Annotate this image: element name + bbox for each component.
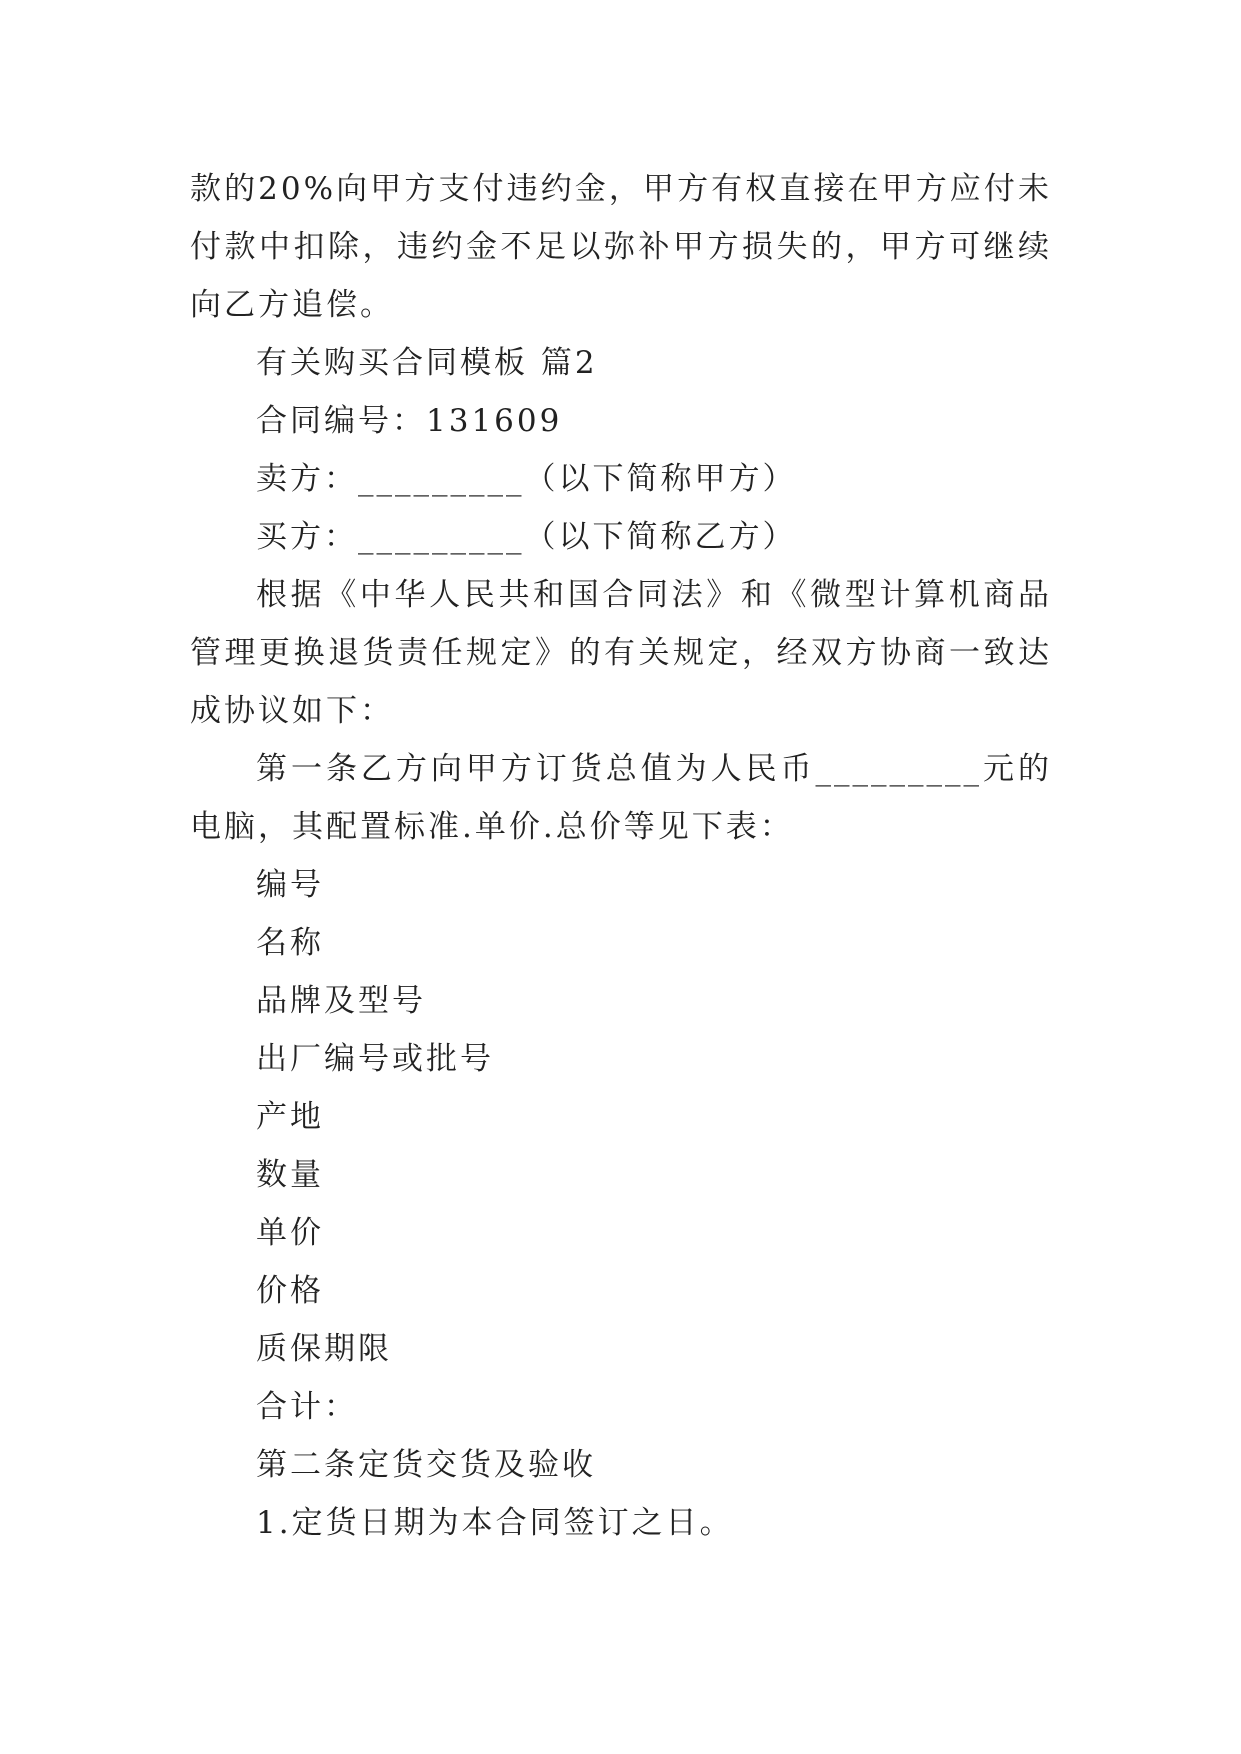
table-header-item: 价格 [256, 1273, 324, 1309]
item-one: 1.定货日期为本合同签订之日。 [256, 1505, 734, 1541]
continuation-paragraph: 款的20%向甲方支付违约金，甲方有权直接在甲方应付未付款中扣除，违约金不足以弥补甲方损失的，甲方可继续向乙方追偿。 [190, 171, 1052, 323]
basis-paragraph: 根据《中华人民共和国合同法》和《微型计算机商品管理更换退货责任规定》的有关规定，经双方协商一致达成协议如下： [190, 577, 1052, 729]
table-header-item: 产地 [256, 1099, 324, 1135]
table-header-item: 数量 [256, 1157, 324, 1193]
table-header-item: 编号 [256, 867, 324, 903]
article-two: 第二条定货交货及验收 [256, 1447, 596, 1483]
total-label: 合计： [256, 1389, 358, 1425]
table-header-item: 质保期限 [256, 1331, 392, 1367]
table-header-item: 品牌及型号 [256, 983, 426, 1019]
article-one: 第一条乙方向甲方订货总值为人民币_________元的电脑，其配置标准.单价.总价等见下表： [190, 751, 1052, 845]
buyer-line: 买方：_________（以下简称乙方） [256, 519, 797, 555]
document-page [190, 160, 1052, 1552]
contract-number: 合同编号：131609 [256, 403, 563, 439]
table-header-item: 出厂编号或批号 [256, 1041, 494, 1077]
section-title: 有关购买合同模板 篇2 [256, 345, 598, 381]
table-header-item: 单价 [256, 1215, 324, 1251]
table-header-item: 名称 [256, 925, 324, 961]
seller-line: 卖方：_________（以下简称甲方） [256, 461, 797, 497]
